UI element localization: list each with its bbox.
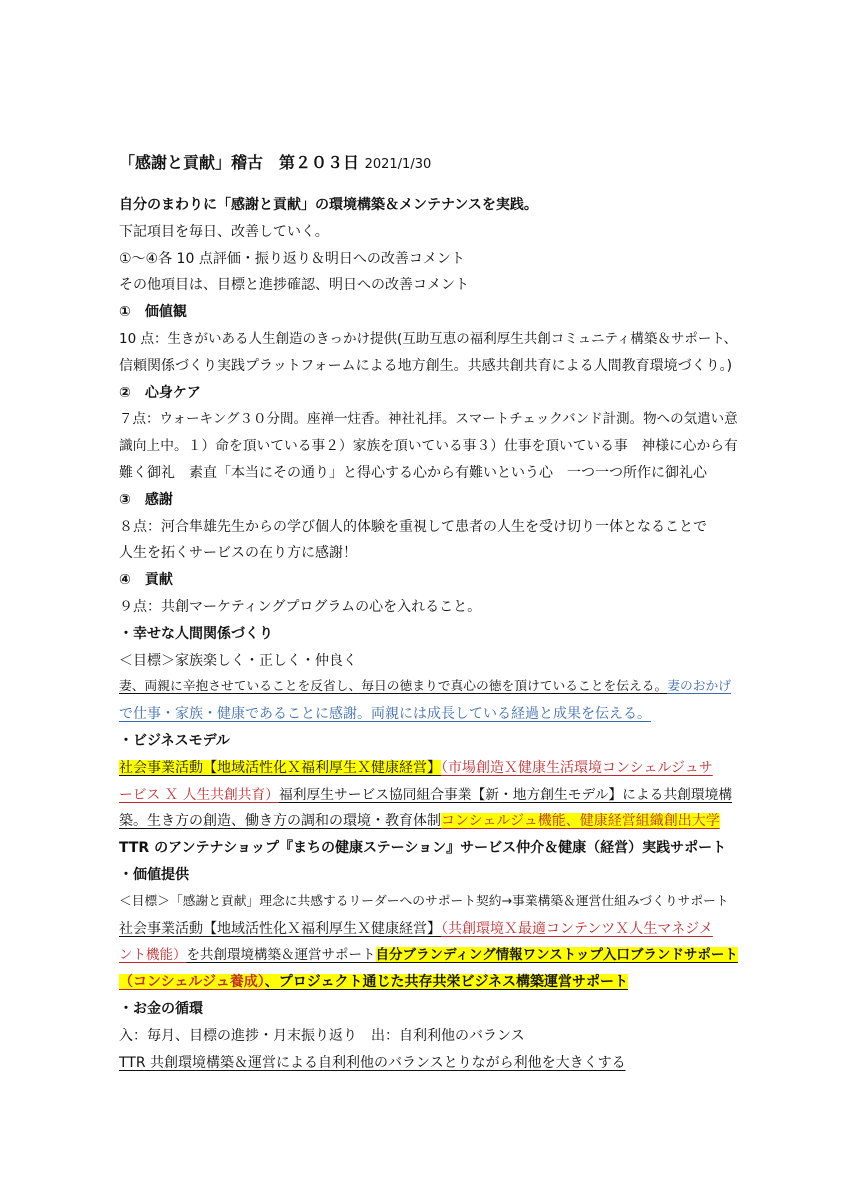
section-value-offer-line-1 (119, 916, 739, 943)
section-relations-line-2 (119, 701, 739, 728)
title-date: 2021/1/30 (364, 157, 432, 172)
section-gratitude-heading: ③ 感謝 (119, 491, 173, 508)
section-value-offer-goal: ＜目標＞「感謝と貢献」理念に共感するリーダーへのサポート契約→事業構築＆運営仕組みづくりサポート (119, 893, 729, 909)
business-text-f: コンシェルジュ機能、健康経営組織創出大学 (441, 813, 720, 830)
section-relations-goal: ＜目標＞家族楽しく・正しく・仲良く (119, 652, 357, 669)
section-money-line-2 (119, 1050, 739, 1077)
section-value-offer-line-3 (119, 969, 739, 996)
offer-text-d: を共創環境構築＆運営サポート (186, 947, 376, 964)
money-text: TTR 共創環境構築＆運営による自利利他のバランスとりながら利他を大きくする (119, 1054, 626, 1071)
section-values-line-1: 10 点：生きがいある人生創造のきっかけ提供(互助互恵の福利厚生共創コミュニティ構築＆サポート、 (119, 330, 738, 347)
section-value-offer-heading: ・価値提供 (119, 866, 189, 883)
section-money-line-1: 入：毎月、目標の進捗・月末振り返り 出：自利利他のバランス (119, 1027, 525, 1044)
section-care-heading: ② 心身ケア (119, 384, 201, 401)
offer-text-f: （コンシェルジュ養成） (119, 974, 265, 991)
section-money-heading: ・お金の循環 (119, 1000, 203, 1017)
section-relations-line-1 (119, 674, 739, 701)
intro-line-2: ①～④各 10 点評価・振り返り＆明日への改善コメント (119, 250, 465, 267)
section-business-line-4: TTR のアンテナショップ『まちの健康ステーション』サービス仲介＆健康（経営）実践サポート (119, 840, 727, 857)
offer-text-a: 社会事業活動【地域活性化Ｘ福利厚生Ｘ健康経営】 (119, 920, 441, 937)
section-business-line-2 (119, 782, 739, 809)
relations-text-b: 妻のおかげ (667, 679, 731, 695)
section-values-line-2: 信頼関係づくり実践プラットフォームによる地方創生。共感共創共育による人間教育環境づくり。) (119, 357, 733, 374)
section-care-line-2: 識向上中。１）命を頂いている事２）家族を頂いている事３）仕事を頂いている事 神様に心から有 (119, 438, 738, 455)
offer-text-g: 、プロジェクト通じた共存共栄ビジネス構築運営サポート (264, 974, 629, 991)
business-text-d: 福利厚生サービス協同組合事業【新・地方創生モデル】による共創環境構 (279, 786, 733, 803)
relations-text-a: 妻、両親に辛抱させていることを反省し、毎日の徳まりで真心の徳を頂けていることを伝える。 (119, 679, 668, 695)
title-text: 「感謝と貢献」稽古 第２０３日 (119, 153, 360, 172)
business-text-c: ービス Ｘ 人生共創共育） (119, 786, 279, 803)
section-business-line-1 (119, 755, 739, 782)
section-business-line-3 (119, 808, 739, 835)
section-care-line-3: 難く御礼 素直「本当にその通り」と得心する心から有難いという心 一つ一つ所作に御礼心 (119, 464, 707, 481)
page-title (119, 150, 739, 176)
section-value-offer-line-2 (119, 942, 739, 969)
business-text-b: （市場創造Ｘ健康生活環境コンシェルジュサ (441, 759, 713, 776)
business-text-a: 社会事業活動【地域活性化Ｘ福利厚生Ｘ健康経営】 (119, 759, 441, 776)
business-text-e: 築。生き方の創造、働き方の調和の環境・教育体制 (119, 813, 441, 830)
section-contribution-heading: ④ 貢献 (119, 572, 173, 589)
offer-text-b: （共創環境Ｘ最適コンテンツＸ人生マネジメ (441, 920, 713, 937)
offer-text-c: ント機能） (119, 947, 187, 964)
intro-line-3: その他項目は、目標と進捗確認、明日への改善コメント (119, 277, 469, 294)
section-care-line-1: ７点：ウォーキング３０分間。座禅一炷香。神社礼拝。スマートチェックバンド計測。物への気遣い意 (119, 411, 738, 428)
section-values-heading: ① 価値観 (119, 304, 187, 321)
section-gratitude-line-1: ８点：河合隼雄先生からの学び個人的体験を重視して患者の人生を受け切り一体となることで (119, 518, 707, 535)
section-contribution-line-1: ９点：共創マーケティングプログラムの心を入れること。 (119, 598, 482, 615)
section-relations-heading: ・幸せな人間関係づくり (119, 625, 273, 642)
section-business-heading: ・ビジネスモデル (119, 732, 230, 749)
section-gratitude-line-2: 人生を拓くサービスの在り方に感謝！ (119, 545, 357, 562)
document-page (119, 150, 739, 1076)
relations-text-c: で仕事・家族・健康であることに感謝。両親には成長している経過と成果を伝える。 (119, 706, 651, 723)
intro-heading: 自分のまわりに「感謝と貢献」の環境構築＆メンテナンスを実践。 (119, 197, 538, 213)
intro-line-1: 下記項目を毎日、改善していく。 (119, 223, 329, 240)
offer-text-e: 自分ブランディング情報ワンストップ入口ブランドサポート (375, 947, 738, 964)
